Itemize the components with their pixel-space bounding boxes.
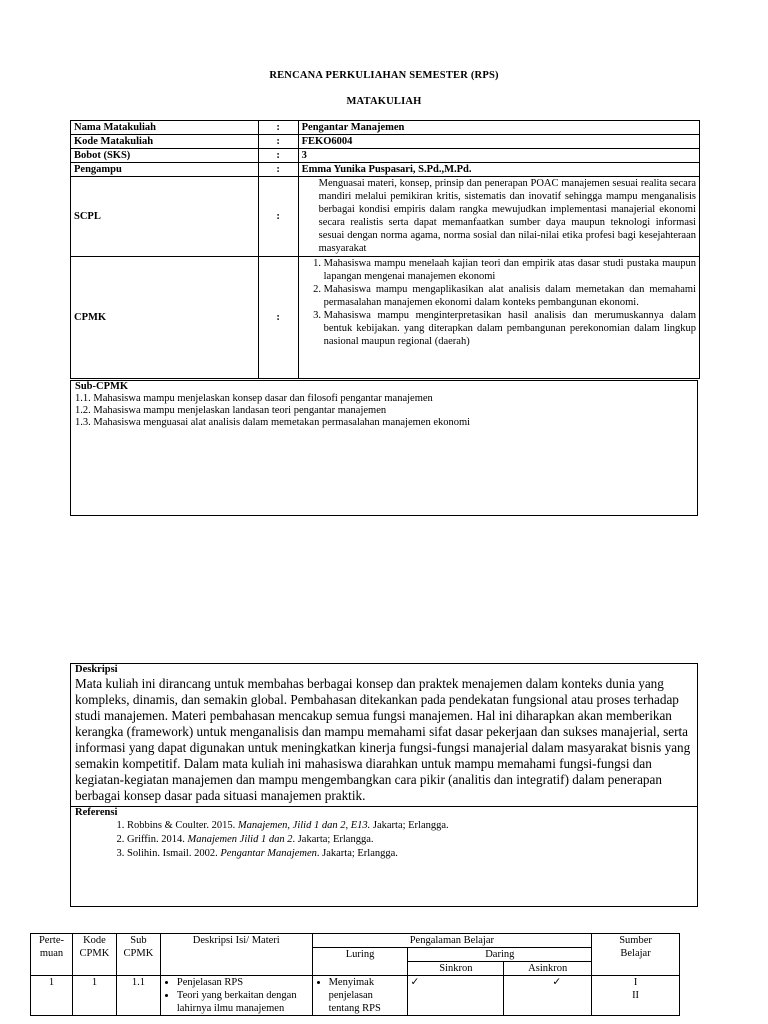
cpmk-row <box>71 257 700 379</box>
cpmk-item: 2. Mahasiswa mampu mengaplikasikan alat analisis dalam memetakan dan memahami permasalahan manajemen ekonomi dalam konteks pembangunan ekonomi. <box>324 283 696 309</box>
description-heading: Deskripsi <box>75 664 118 675</box>
reference-title: Pengantar Manajemen <box>220 848 317 859</box>
reference-publisher: Jakarta; Erlangga. <box>370 820 449 831</box>
header-daring: Daring <box>408 948 592 962</box>
info-separator: : <box>258 135 298 149</box>
info-label: Kode Matakuliah <box>71 135 259 149</box>
course-info-table <box>70 120 700 379</box>
reference-list <box>71 819 697 861</box>
header-pengalaman: Pengalaman Belajar <box>312 934 592 948</box>
cpmk-item: 3. Mahasiswa mampu menginterpretasikan hasil analisis dan merumuskannya dalam bentuk kebijakan. yang diterapkan dalam pembangunan perekonomian dalam lingkup nasional maupun regional (daerah) <box>324 309 696 348</box>
sub-cpmk-box <box>70 380 698 516</box>
info-label: Pengampu <box>71 163 259 177</box>
info-value: Pengantar Manajemen <box>298 121 699 135</box>
reference-item <box>127 847 697 861</box>
cell-pertemuan: 1 <box>31 976 73 1016</box>
reference-publisher: . Jakarta; Erlangga. <box>292 834 374 845</box>
reference-author: Robbins & Coulter. 2015. <box>127 820 238 831</box>
schedule-header-row <box>31 934 680 948</box>
header-sumber: Sumber Belajar <box>592 934 680 976</box>
info-value: 3 <box>298 149 699 163</box>
reference-author: Solihin. Ismail. 2002. <box>127 848 221 859</box>
reference-publisher: . Jakarta; Erlangga. <box>316 848 398 859</box>
scpl-text: Menguasai materi, konsep, prinsip dan penerapan POAC manajemen sesuai realita secara mandiri melalui pemikiran kritis, sistematis dan inovatif sehingga mampu menganalisis berbagai kondisi empiris dalam rangka mewujudkan implementasi manajerial ekonomi secara realistis serta dapat memanfaatkan sumber daya maupun teknologi informasi sesuai dengan norma agama, norma sosial dan nilai-nilai etika profesi bagi kesejahteraan masyarakat <box>298 177 699 257</box>
sub-cpmk-item: 1.1. Mahasiswa mampu menjelaskan konsep dasar dan filosofi pengantar manajemen <box>75 393 433 404</box>
document-subtitle: MATAKULIAH <box>346 96 422 107</box>
cpmk-list <box>302 257 696 348</box>
info-separator: : <box>258 163 298 177</box>
header-sub-cpmk: Sub CPMK <box>116 934 160 976</box>
cell-materi <box>160 976 312 1016</box>
reference-item <box>127 833 697 847</box>
info-row <box>71 135 700 149</box>
info-row <box>71 163 700 177</box>
header-luring: Luring <box>312 948 408 976</box>
sub-cpmk-item: 1.2. Mahasiswa mampu menjelaskan landasan teori pengantar manajemen <box>75 405 387 416</box>
table-row <box>31 976 680 1016</box>
reference-title: Manajemen Jilid 1 dan 2 <box>187 834 293 845</box>
info-label: Nama Matakuliah <box>71 121 259 135</box>
info-separator: : <box>258 177 298 257</box>
luring-list <box>315 976 406 1015</box>
info-row <box>71 121 700 135</box>
description-box <box>70 663 698 907</box>
scpl-label: SCPL <box>71 177 259 257</box>
header-asinkron: Asinkron <box>504 962 592 976</box>
info-value: Emma Yunika Puspasari, S.Pd.,M.Pd. <box>298 163 699 177</box>
info-label: Bobot (SKS) <box>71 149 259 163</box>
cpmk-list-cell <box>298 257 699 379</box>
info-row <box>71 149 700 163</box>
header-sinkron: Sinkron <box>408 962 504 976</box>
cpmk-label: CPMK <box>71 257 259 379</box>
description-text: Mata kuliah ini dirancang untuk membahas berbagai konsep dan praktek menajemen dalam konteks dunia yang kompleks, dinamis, dan semakin global. Pembahasan ditekankan pada pendekatan fungsional atau proses terhadap studi manajemen. Materi pembahasan mencakup semua fungsi manajemen. Hal ini diharapkan akan memberikan kerangka (framework) untuk menganalisis dan mampu memahami sifat dasar pekerjaan dan sukses manajerial, serta informasi yang dapat digunakan untuk meningkatkan kinerja fungsi-fungsi manajerial dalam masyarakat bisnis yang semakin kompetitif. Dalam mata kuliah ini mahasiswa diarahkan untuk mampu memahami fungsi-fungsi dan kegiatan-kegiatan manajemen dan mampu mengembangkan cara pikir (analitis dan integratif) dalam penerapan berbagai konsep dasar pada situasi manajemen praktik. <box>75 676 691 803</box>
info-separator: : <box>258 257 298 379</box>
cell-luring <box>312 976 408 1016</box>
sub-cpmk-item: 1.3. Mahasiswa menguasai alat analisis dalam memetakan permasalahan manajemen ekonomi <box>75 417 471 428</box>
header-pertemuan: Perte- muan <box>31 934 73 976</box>
cell-kode: 1 <box>72 976 116 1016</box>
scpl-row <box>71 177 700 257</box>
reference-item <box>127 819 697 833</box>
cell-sub: 1.1 <box>116 976 160 1016</box>
info-separator: : <box>258 149 298 163</box>
check-icon: ✓ <box>408 976 504 1016</box>
materi-list <box>163 976 310 1015</box>
header-kode-cpmk: Kode CPMK <box>72 934 116 976</box>
reference-heading: Referensi <box>75 807 118 818</box>
reference-author: Griffin. 2014. <box>127 834 188 845</box>
list-item: • Penjelasan RPS <box>177 976 310 989</box>
document-title: RENCANA PERKULIAHAN SEMESTER (RPS) <box>269 70 499 81</box>
list-item: • Teori yang berkaitan dengan lahirnya ilmu manajemen <box>177 989 310 1015</box>
sub-cpmk-heading: Sub-CPMK <box>75 381 129 392</box>
list-item: • Menyimak penjelasan tentang RPS <box>329 976 406 1015</box>
info-separator: : <box>258 121 298 135</box>
header-deskripsi: Deskripsi Isi/ Materi <box>160 934 312 976</box>
cell-sumber: I II <box>592 976 680 1016</box>
schedule-table <box>30 933 680 1016</box>
check-icon: ✓ <box>504 976 592 1016</box>
reference-title: Manajemen, Jilid 1 dan 2, E13. <box>237 820 371 831</box>
info-value: FEKO6004 <box>298 135 699 149</box>
cpmk-item: 1. Mahasiswa mampu menelaah kajian teori dan empirik atas dasar studi pustaka maupun lapangan mengenai manajemen ekonomi <box>324 257 696 283</box>
